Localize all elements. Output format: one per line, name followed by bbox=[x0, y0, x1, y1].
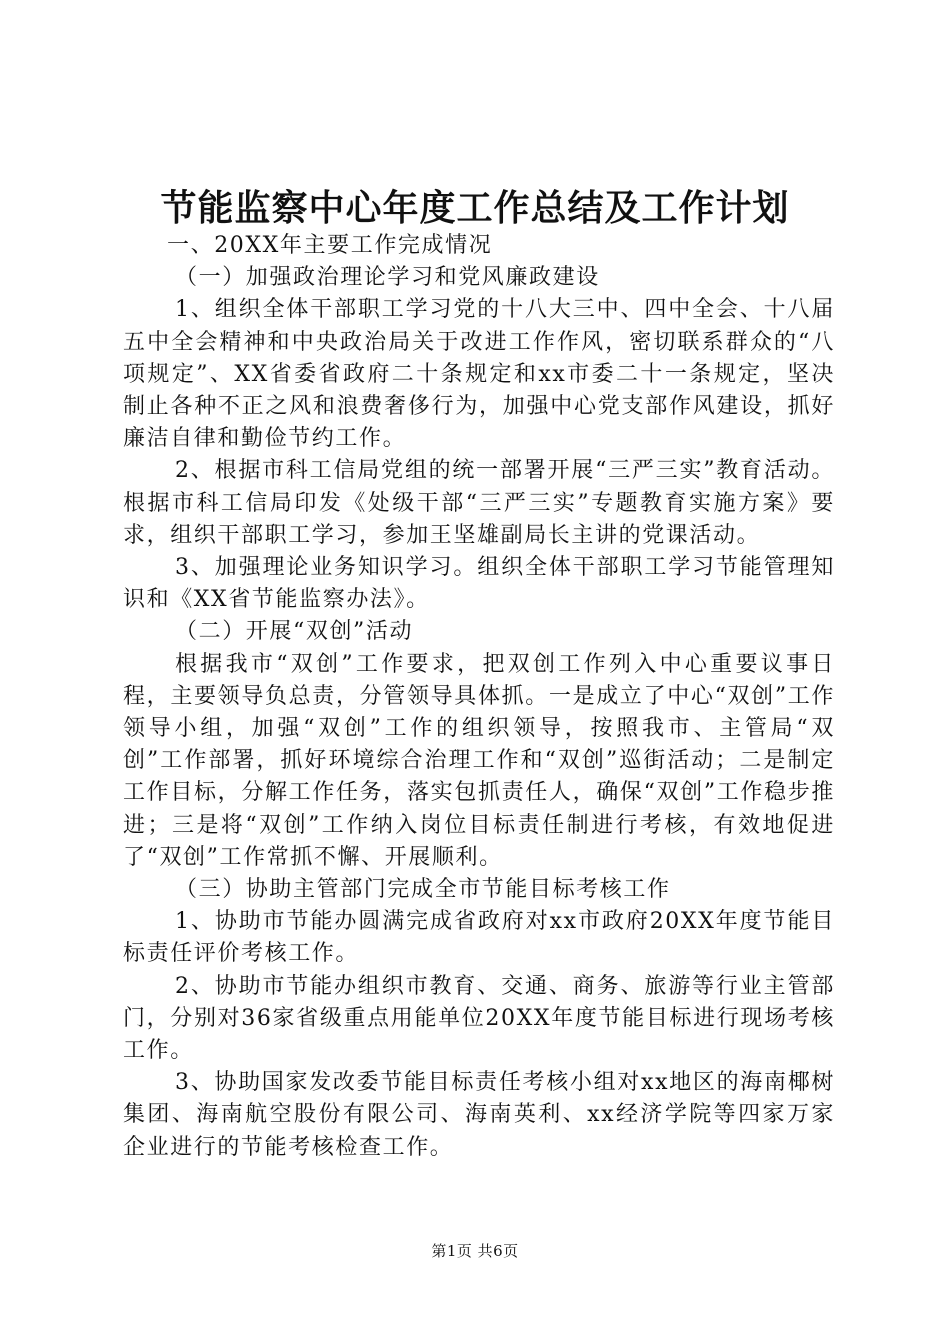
subsection-heading-1: （一）加强政治理论学习和党风廉政建设 bbox=[175, 265, 600, 291]
paragraph: 3、协助国家发改委节能目标责任考核小组对xx地区的海南椰树集团、海南航空股份有限公司、海南英利、xx经济学院等四家万家企业进行的节能考核检查工作。 bbox=[123, 1070, 835, 1160]
paragraph: 3、加强理论业务知识学习。组织全体干部职工学习节能管理知识和《XX省节能监察办法》。 bbox=[123, 555, 835, 613]
paragraph: 根据我市“双创”工作要求，把双创工作列入中心重要议事日程，主要领导负总责，分管领导具体抓。一是成立了中心“双创”工作领导小组，加强“双创”工作的组织领导，按照我市、主管局“双创”工作部署，抓好环境综合治理工作和“双创”巡街活动；二是制定工作目标，分解工作任务，落实包抓责任人，确保“双创”工作稳步推进；三是将“双创”工作纳入岗位目标责任制进行考核，有效地促进了“双创”工作常抓不懈、开展顺利。 bbox=[123, 651, 835, 870]
subsection-heading-2: （二）开展“双创”活动 bbox=[175, 619, 414, 645]
paragraph: 2、协助市节能办组织市教育、交通、商务、旅游等行业主管部门，分别对36家省级重点用能单位20XX年度节能目标进行现场考核工作。 bbox=[123, 973, 835, 1064]
subsection-heading-3: （三）协助主管部门完成全市节能目标考核工作 bbox=[175, 877, 671, 903]
section-heading-1: 一、20XX年主要工作完成情况 bbox=[167, 233, 493, 258]
paragraph: 2、根据市科工信局党组的统一部署开展“三严三实”教育活动。根据市科工信局印发《处级干部“三严三实”专题教育实施方案》要求，组织干部职工学习，参加王坚雄副局长主讲的党课活动。 bbox=[123, 458, 835, 548]
document-body bbox=[123, 230, 835, 1164]
page-number-footer: 第1页 共6页 bbox=[431, 1242, 519, 1260]
document-title: 节能监察中心年度工作总结及工作计划 bbox=[160, 187, 790, 229]
paragraph: 1、协助市节能办圆满完成省政府对xx市政府20XX年度节能目标责任评价考核工作。 bbox=[123, 909, 835, 967]
paragraph: 1、组织全体干部职工学习党的十八大三中、四中全会、十八届五中全会精神和中央政治局关于改进工作作风，密切联系群众的“八项规定”、XX省委省政府二十条规定和xx市委二十一条规定，坚决制止各种不正之风和浪费奢侈行为，加强中心党支部作风建设，抓好廉洁自律和勤俭节约工作。 bbox=[123, 297, 835, 452]
